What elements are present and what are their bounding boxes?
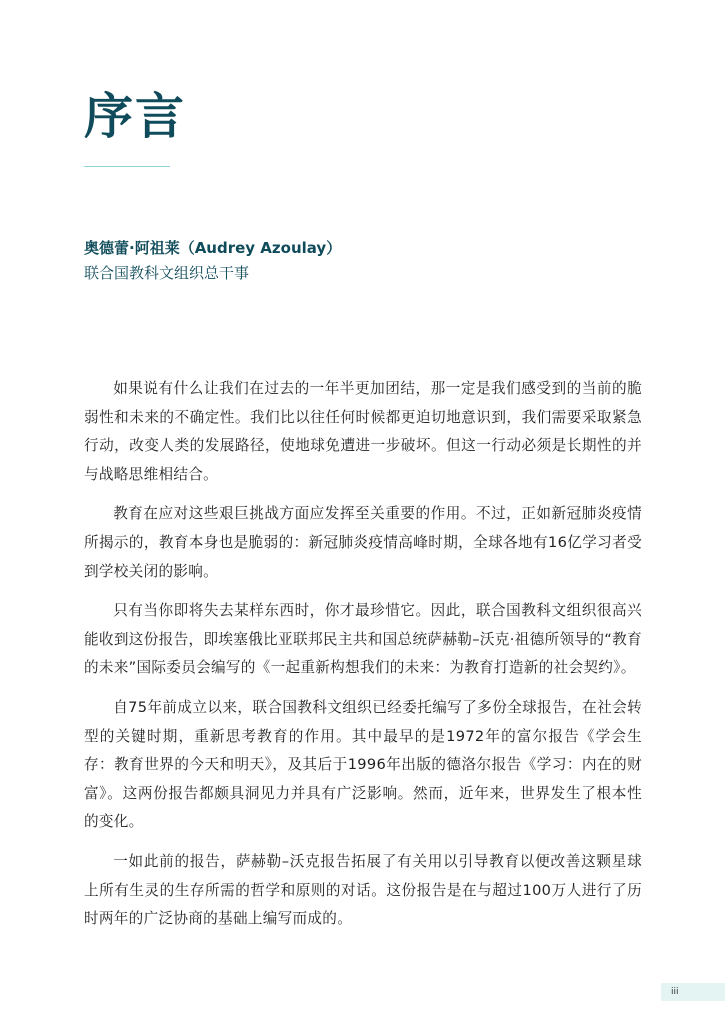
body-text [84,375,642,945]
paragraph-4: 自75年前成立以来，联合国教科文组织已经委托编写了多份全球报告，在社会转型的关键时期，重新思考教育的作用。其中最早的是1972年的富尔报告《学会生存：教育世界的今天和明天》，及其后于1996年出版的德洛尔报告《学习：内在的财富》。这两份报告都颇具洞见力并具有广泛影响。然而，近年来，世界发生了根本性的变化。 [84,698,642,831]
page-number-tab [661,983,725,1001]
author-role: 联合国教科文组织总干事 [84,264,250,282]
author-name: 奥德蕾·阿祖莱（Audrey Azoulay） [84,239,342,257]
page-number: iii [671,987,679,997]
title-divider [84,166,170,167]
page-title: 序言 [84,88,187,145]
paragraph-2: 教育在应对这些艰巨挑战方面应发挥至关重要的作用。不过，正如新冠肺炎疫情所揭示的，教育本身也是脆弱的：新冠肺炎疫情高峰时期，全球各地有16亿学习者受到学校关闭的影响。 [84,505,642,580]
paragraph-5: 一如此前的报告，萨赫勒–沃克报告拓展了有关用以引导教育以便改善这颗星球上所有生灵的生存所需的哲学和原则的对话。这份报告是在与超过100万人进行了历时两年的广泛协商的基础上编写而成的。 [84,852,642,928]
paragraph-3: 只有当你即将失去某样东西时，你才最珍惜它。因此，联合国教科文组织很高兴能收到这份报告，即埃塞俄比亚联邦民主共和国总统萨赫勒–沃克·祖德所领导的“教育的未来”国际委员会编写的《一起重新构想我们的未来：为教育打造新的社会契约》。 [84,602,642,677]
paragraph-1: 如果说有什么让我们在过去的一年半更加团结，那一定是我们感受到的当前的脆弱性和未来的不确定性。我们比以往任何时候都更迫切地意识到，我们需要采取紧急行动，改变人类的发展路径，使地球免遭进一步破坏。但这一行动必须是长期性的并与战略思维相结合。 [84,380,642,483]
